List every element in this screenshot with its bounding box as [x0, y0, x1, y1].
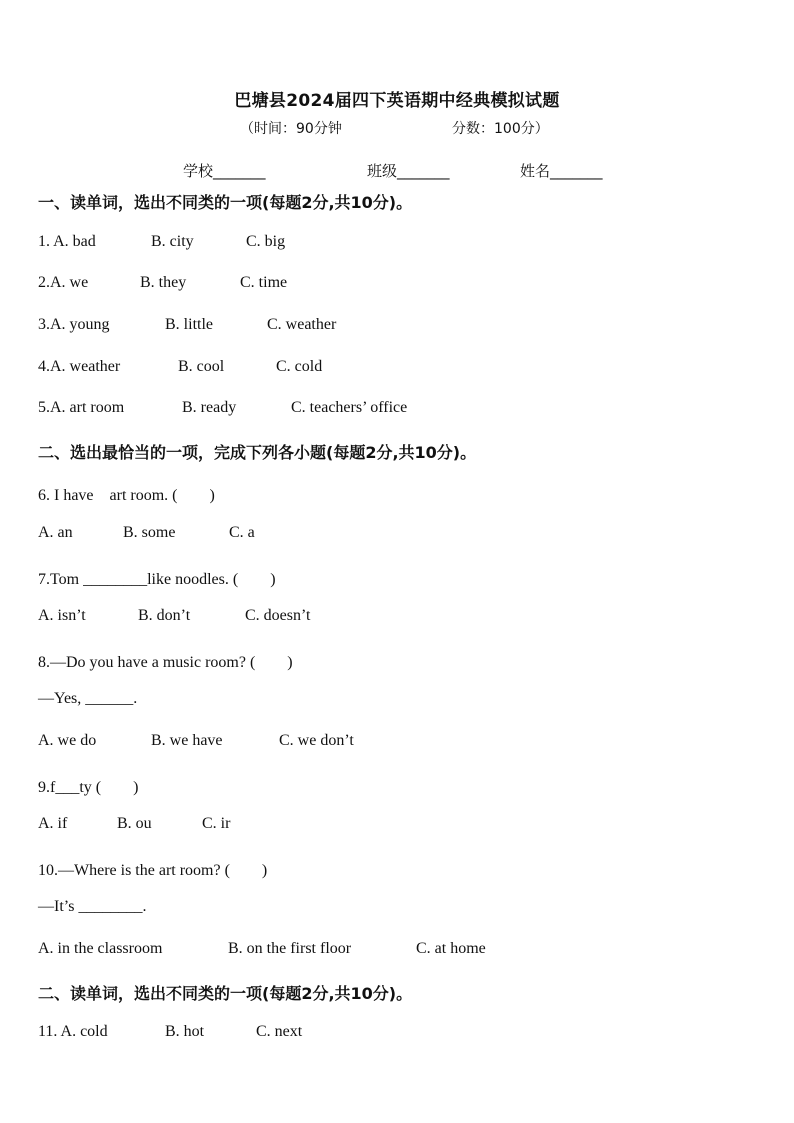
option: B. we have	[151, 732, 223, 749]
exam-time: （时间：90分钟	[240, 121, 342, 137]
option: C. at home	[416, 940, 486, 957]
option: B. cool	[178, 358, 225, 375]
option: C. we don’t	[279, 732, 354, 749]
answer-line: —It’s ________.	[38, 898, 147, 915]
option: B. ou	[117, 815, 152, 832]
option: B. don’t	[138, 607, 191, 624]
question-text: 6. I have art room. ( )	[38, 487, 215, 504]
option: 3.A. young	[38, 316, 110, 333]
answer-line: —Yes, ______.	[38, 690, 138, 707]
option: C. teachers’ office	[291, 399, 408, 416]
option: C. next	[256, 1023, 303, 1040]
option: C. a	[229, 524, 255, 541]
option: 5.A. art room	[38, 399, 125, 416]
section-3-heading: 二、读单词，选出不同类的一项(每题2分,共10分)。	[38, 984, 413, 1003]
option: 2.A. we	[38, 274, 89, 291]
option: A. an	[38, 524, 73, 541]
option: 4.A. weather	[38, 358, 121, 375]
question-text: 10.—Where is the art room? ( )	[38, 862, 268, 879]
question-text: 7.Tom ________like noodles. ( )	[38, 571, 276, 588]
option: B. some	[123, 524, 176, 541]
option: C. ir	[202, 815, 231, 832]
option: C. cold	[276, 358, 323, 375]
option: 1. A. bad	[38, 233, 96, 250]
option: A. we do	[38, 732, 97, 749]
option: B. hot	[165, 1023, 205, 1040]
option: C. time	[240, 274, 288, 291]
option: B. on the first floor	[228, 940, 352, 957]
exam-score: 分数：100分）	[452, 121, 549, 137]
option: A. in the classroom	[38, 940, 163, 957]
option: B. ready	[182, 399, 237, 416]
option: C. doesn’t	[245, 607, 311, 624]
question-text: 8.—Do you have a music room? ( )	[38, 654, 293, 671]
school-field: 学校_______	[183, 162, 266, 180]
option: 11. A. cold	[38, 1023, 108, 1040]
option: B. they	[140, 274, 187, 291]
option: C. weather	[267, 316, 337, 333]
option: A. isn’t	[38, 607, 86, 624]
option: C. big	[246, 233, 286, 250]
section-1-heading: 一、读单词，选出不同类的一项(每题2分,共10分)。	[38, 193, 413, 212]
option: B. city	[151, 233, 194, 250]
question-text: 9.f___ty ( )	[38, 779, 139, 796]
name-field: 姓名_______	[520, 162, 603, 180]
class-field: 班级_______	[367, 162, 450, 180]
option: B. little	[165, 316, 213, 333]
page-title: 巴塘县2024届四下英语期中经典模拟试题	[234, 91, 560, 111]
section-2-heading: 二、选出最恰当的一项，完成下列各小题(每题2分,共10分)。	[38, 443, 477, 462]
option: A. if	[38, 815, 68, 832]
